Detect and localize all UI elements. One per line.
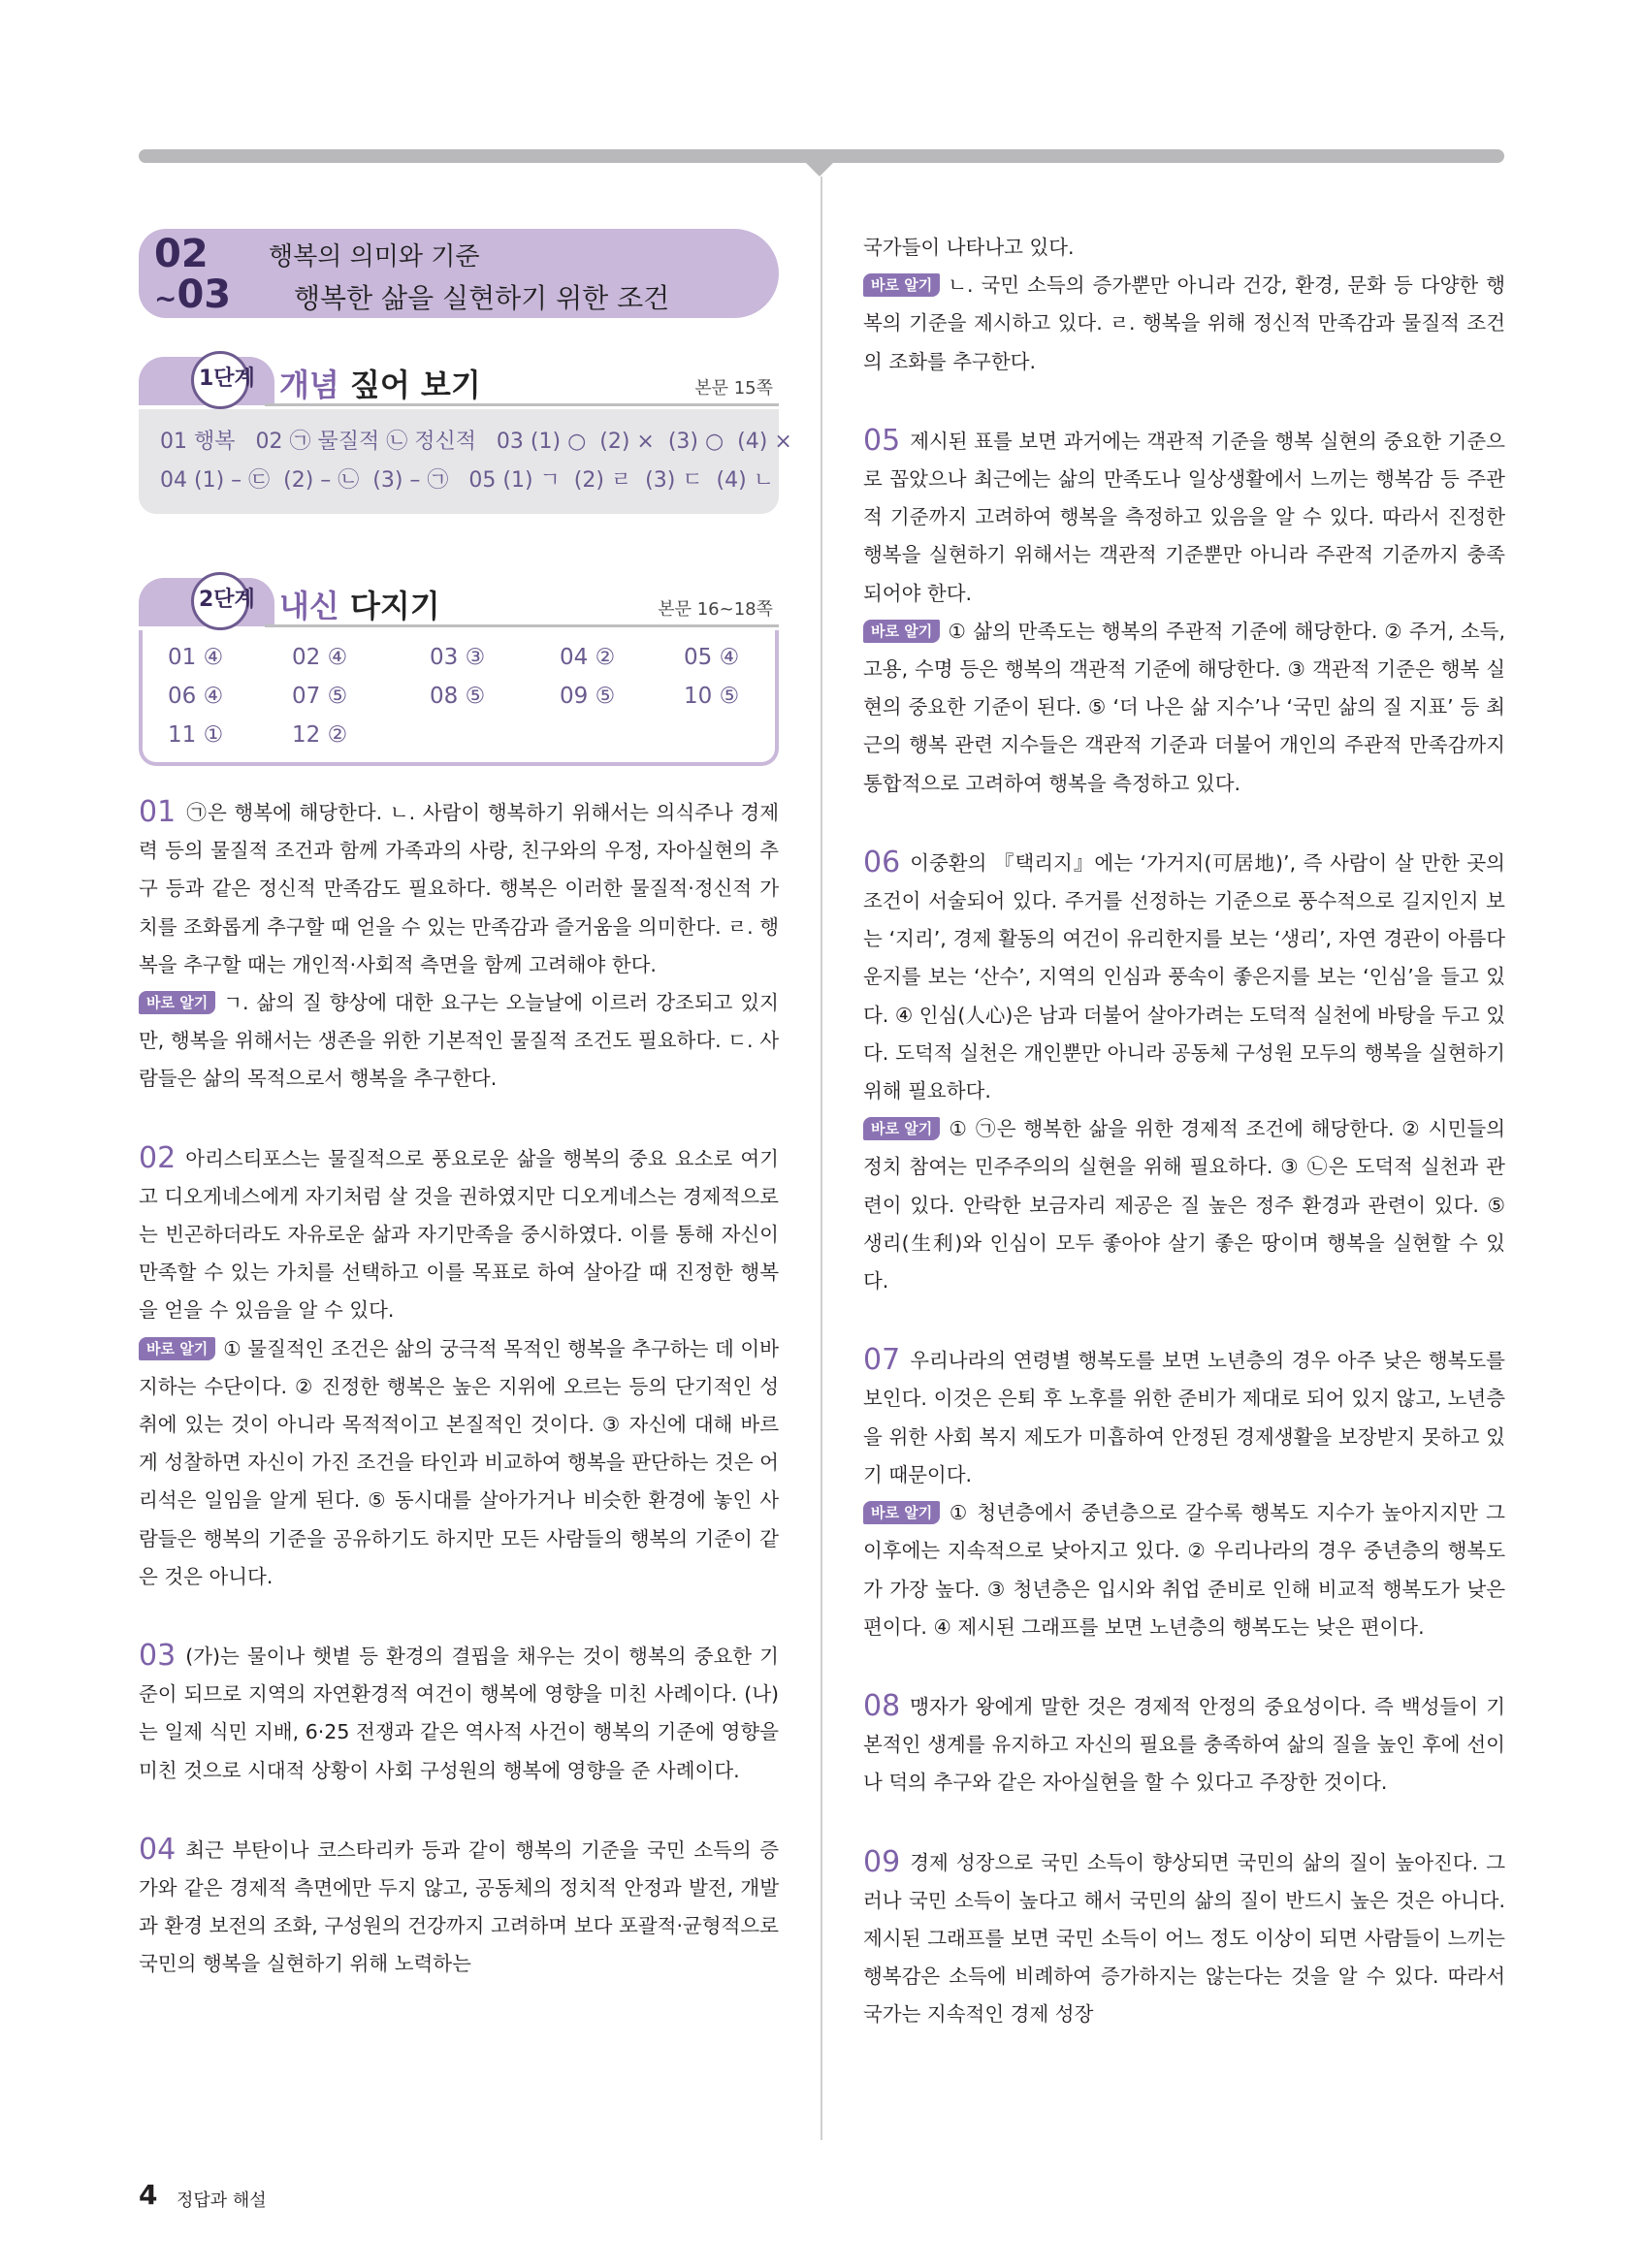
left-column: [139, 229, 792, 1984]
explanation-text: (가)는 물이나 햇볕 등 환경의 결핍을 채우는 것이 행복의 중요한 기준이 되므로 지역의 자연환경적 여건이 행복에 영향을 미친 사례이다. (나)는 일제 식민 지배, 6·25 전쟁과 같은 역사적 사건이 행복의 기준에 영향을 미친 것으로 시대적 상황이 사회 구성원의 행복에 영향을 준 사례이다.: [139, 1645, 779, 1782]
answer-item: 11 ①: [168, 722, 224, 748]
correction-text: ① 청년층에서 중년층으로 갈수록 행복도 지수가 높아지지만 그 이후에는 지속적으로 낮아지고 있다. ② 우리나라의 경우 중년층의 행복도가 가장 높다. ③ 청년층은 입시와 취업 준비로 인해 비교적 행복도가 낮은 편이다. ④ 제시된 그래프를 보면 노년층의 행복도는 낮은 편이다.: [863, 1501, 1505, 1639]
step2-title-rest: 다지기: [338, 588, 440, 624]
unit-title-1: 행복의 의미와 기준: [269, 242, 480, 272]
step2-rule: [265, 624, 779, 627]
step1-header: [139, 349, 779, 409]
answer-item: 05 ④: [684, 645, 740, 670]
question-number: 09: [863, 1844, 901, 1879]
explanation-text: 경제 성장으로 국민 소득이 향상되면 국민의 삶의 질이 높아진다. 그러나 국민 소득이 높다고 해서 국민의 삶의 질이 반드시 높은 것은 아니다. 제시된 그래프를 보면 국민 소득이 어느 정도 이상이 되면 사람들이 느끼는 행복감은 소득에 비례하여 증가하지는 않는다는 것을 알 수 있다. 따라서 국가는 지속적인 경제 성장: [863, 1850, 1505, 2027]
question-number: 08: [863, 1688, 901, 1723]
explanation-03: [139, 1637, 779, 1790]
column-divider: [821, 176, 822, 2140]
correction-07: [863, 1494, 1505, 1646]
correction-badge: 바로 알기: [863, 620, 940, 643]
correction-badge: 바로 알기: [863, 1117, 940, 1140]
correction-badge: 바로 알기: [863, 273, 940, 297]
question-number: 03: [139, 1639, 177, 1674]
step2-page-ref: 본문 16~18쪽: [658, 599, 773, 620]
step2-title: [279, 582, 440, 626]
explanation-06: [863, 844, 1505, 1110]
step2-answers: [139, 630, 779, 766]
question-number: 04: [139, 1832, 177, 1867]
answer-item: 07 ⑤: [292, 684, 348, 709]
explanation-09: [863, 1843, 1505, 2034]
correction-badge: 바로 알기: [139, 991, 215, 1014]
correction-text: ① 물질적인 조건은 삶의 궁극적 목적인 행복을 추구하는 데 이바지하는 수단이다. ② 진정한 행복은 높은 지위에 오르는 등의 단기적인 성취에 있는 것이 아니라 목적적이고 본질적인 것이다. ③ 자신에 대해 바르게 성찰하면 자신이 가진 조건을 타인과 비교하여 행복을 판단하는 것은 어리석은 일임을 알게 된다. ⑤ 동시대를 살아가거나 비슷한 환경에 놓인 사람들은 행복의 기준을 공유하기도 하지만 모든 사람들의 행복의 기준이 같은 것은 아니다.: [139, 1336, 779, 1588]
correction-text: ㄴ. 국민 소득의 증가뿐만 아니라 건강, 환경, 문화 등 다양한 행복의 기준을 제시하고 있다. ㄹ. 행복을 위해 정신적 만족감과 물질적 조건의 조화를 추구한다.: [863, 273, 1505, 373]
step1-answers: [139, 409, 792, 514]
correction-text: ㄱ. 삶의 질 향상에 대한 요구는 오늘날에 이르러 강조되고 있지만, 행복을 위해서는 생존을 위한 기본적인 물질적 조건도 필요하다. ㄷ. 사람들은 삶의 목적으로서 행복을 추구한다.: [139, 991, 779, 1091]
correction-badge: 바로 알기: [863, 1501, 940, 1524]
answer-item: 03 ③: [430, 645, 486, 670]
explanation-08: [863, 1687, 1505, 1803]
top-rule-notch: [798, 155, 841, 176]
step2-label: 2단계: [199, 588, 255, 612]
answer-item: 09 ⑤: [560, 684, 616, 709]
footer-label: 정답과 해설: [177, 2190, 267, 2211]
explanation-01: [139, 793, 779, 984]
answer-item: 06 ④: [168, 684, 224, 709]
step2-header: [139, 570, 779, 630]
unit-number-start: 02: [154, 232, 209, 276]
explanation-04-continued: 국가들이 나타나고 있다.: [863, 236, 1075, 259]
correction-05: [863, 613, 1505, 803]
unit-number-end: [154, 272, 232, 318]
correction-01: [139, 984, 779, 1099]
explanation-text: 최근 부탄이나 코스타리카 등과 같이 행복의 기준을 국민 소득의 증가와 같은 경제적 측면에만 두지 않고, 공동체의 정치적 안정과 발전, 개발과 환경 보전의 조화, 구성원의 건강까지 고려하며 보다 포괄적·균형적으로 국민의 행복을 실현하기 위해 노력하는: [139, 1837, 779, 1976]
step1-rule: [265, 403, 779, 406]
step1-label: 1단계: [199, 367, 255, 391]
answer-item: 08 ⑤: [430, 684, 486, 709]
step2-title-accent: 내신: [279, 588, 339, 624]
correction-06: [863, 1110, 1505, 1300]
question-number: 01: [139, 795, 177, 829]
explanation-02: [139, 1139, 779, 1330]
question-number: 05: [863, 423, 901, 458]
page-number: 4: [139, 2179, 158, 2211]
explanation-04: [139, 1831, 779, 1984]
explanation-05: [863, 422, 1505, 613]
answer-item: 01 ④: [168, 645, 224, 670]
answer-item: 04 ②: [560, 645, 616, 670]
step1-title-accent: 개념: [279, 367, 339, 403]
explanation-text: 제시된 표를 보면 과거에는 객관적 기준을 행복 실현의 중요한 기준으로 꼽았으나 최근에는 삶의 만족도나 일상생활에서 느끼는 행복감 등 주관적 기준까지 고려하여 행복을 측정하고 있음을 알 수 있다. 따라서 진정한 행복을 실현하기 위해서는 객관적 기준뿐만 아니라 주관적 기준까지 충족되어야 한다.: [863, 429, 1505, 605]
step1-title-rest: 짚어 보기: [338, 367, 481, 403]
explanation-07: [863, 1341, 1505, 1494]
explanation-text: 맹자가 왕에게 말한 것은 경제적 안정의 중요성이다. 즉 백성들이 기본적인 생계를 유지하고 자신의 필요를 충족하여 삶의 질을 높인 후에 선이나 덕의 추구와 같은 자아실현을 할 수 있다고 주장한 것이다.: [863, 1694, 1505, 1795]
correction-text: ① ㉠은 행복한 삶을 위한 경제적 조건에 해당한다. ② 시민들의 정치 참여는 민주주의의 실현을 위해 필요하다. ③ ㉡은 도덕적 실천과 관련이 있다. 안락한 보금자리 제공은 질 높은 정주 환경과 관련이 있다. ⑤ 생리(生利)와 인심이 모두 좋아야 살기 좋은 땅이며 행복을 실현할 수 있다.: [863, 1117, 1505, 1294]
question-number: 07: [863, 1343, 901, 1378]
question-number: 06: [863, 845, 901, 879]
answer-item: 12 ②: [292, 722, 348, 748]
step1-answers-line2: 04 (1) – ㉢ (2) – ㉡ (3) – ㉠ 05 (1) ㄱ (2) ㄹ (3) ㄷ (4) ㄴ: [160, 468, 774, 493]
correction-02: [139, 1330, 779, 1596]
correction-text: ① 삶의 만족도는 행복의 주관적 기준에 해당한다. ② 주거, 소득, 고용, 수명 등은 행복의 객관적 기준에 해당한다. ③ 객관적 기준은 행복 실현의 중요한 기준이 된다. ⑤ ‘더 나은 삶 지수’나 ‘국민 삶의 질 지표’ 등 최근의 행복 관련 지수들은 객관적 기준과 더불어 개인의 주관적 만족감까지 통합적으로 고려하여 행복을 측정하고 있다.: [863, 619, 1505, 795]
explanation-text: 아리스티포스는 물질적으로 풍요로운 삶을 행복의 중요 요소로 여기고 디오게네스에게 자기처럼 살 것을 권하였지만 디오게네스는 경제적으로는 빈곤하더라도 자유로운 삶과 자기만족을 중시하였다. 이를 통해 자신이 만족할 수 있는 가치를 선택하고 이를 목표로 하여 살아갈 때 진정한 행복을 얻을 수 있음을 알 수 있다.: [139, 1146, 779, 1323]
correction-04: [863, 267, 1505, 381]
unit-number-end-text: 03: [177, 272, 232, 317]
explanation-text: 이중환의 『택리지』에는 ‘가거지(可居地)’, 즉 사람이 살 만한 곳의 조건이 서술되어 있다. 주거를 선정하는 기준으로 풍수적으로 길지인지 보는 ‘지리’, 경제 활동의 여건이 유리한지를 보는 ‘생리’, 자연 경관이 아름다운지를 보는 ‘산수’, 지역의 인심과 풍속이 좋은지를 보는 ‘인심’을 들고 있다. ④ 인심(人心)은 남과 더불어 살아가려는 도덕적 실천에 바탕을 두고 있다. 도덕적 실천은 개인뿐만 아니라 공동체 구성원 모두의 행복을 실현하기 위해 필요하다.: [863, 850, 1505, 1103]
answer-item: 02 ④: [292, 645, 348, 670]
question-number: 02: [139, 1140, 177, 1175]
step1-answers-line1: 01 행복 02 ㉠ 물질적 ㉡ 정신적 03 (1) ○ (2) × (3) ○ (4) ×: [160, 430, 792, 454]
explanation-text: ㉠은 행복에 해당한다. ㄴ. 사람이 행복하기 위해서는 의식주나 경제력 등의 물질적 조건과 함께 가족과의 사랑, 친구와의 우정, 자아실현의 추구 등과 같은 정신적 만족감도 필요하다. 행복은 이러한 물질적·정신적 가치를 조화롭게 추구할 때 얻을 수 있는 만족감과 즐거움을 의미한다. ㄹ. 행복을 추구할 때는 개인적·사회적 측면을 함께 고려해야 한다.: [139, 801, 779, 976]
answer-item: 10 ⑤: [684, 684, 740, 709]
unit-range-separator: ~: [154, 282, 177, 314]
unit-title-box: [139, 229, 779, 318]
right-column: [863, 229, 1505, 2034]
explanation-text: 우리나라의 연령별 행복도를 보면 노년층의 경우 아주 낮은 행복도를 보인다. 이것은 은퇴 후 노후를 위한 준비가 제대로 되어 있지 않고, 노년층을 위한 사회 복지 제도가 미흡하여 안정된 경제생활을 보장받지 못하고 있기 때문이다.: [863, 1349, 1505, 1486]
step1-title: [279, 361, 481, 405]
unit-title-2: 행복한 삶을 실현하기 위한 조건: [294, 282, 670, 314]
correction-badge: 바로 알기: [139, 1337, 215, 1360]
step1-page-ref: 본문 15쪽: [694, 378, 773, 399]
